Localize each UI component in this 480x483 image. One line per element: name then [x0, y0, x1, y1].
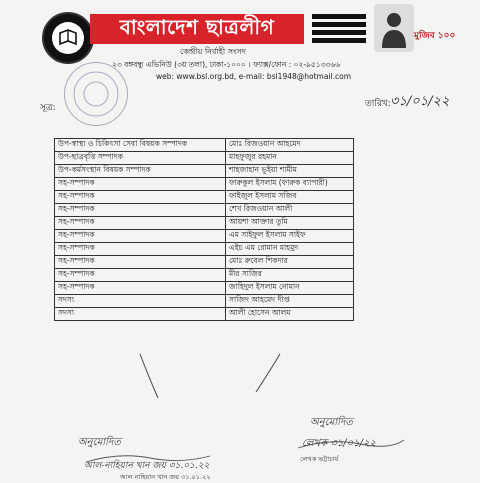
name-cell: শাহজাহান ভূইয়া শামীম — [226, 165, 354, 178]
book-icon — [57, 27, 79, 49]
left-approval-title: অনুমোদিত — [78, 437, 121, 448]
name-cell: এম সাইফুল ইসলাম সাইফ — [226, 230, 354, 243]
table-row — [55, 282, 354, 295]
name-cell: সাজিদ আহমেদ দীপ্ত — [226, 295, 354, 308]
post-cell: উপ-স্বাস্থ্য ও চিকিৎসা সেবা বিষয়ক সম্পাদক — [55, 139, 226, 152]
name-cell: মোঃ রিজওয়ান আহমেদ — [226, 139, 354, 152]
office-stamp — [64, 62, 128, 126]
table-row — [55, 139, 354, 152]
name-cell: ফারুকুল ইসলাম (ফারুক ব্যাপারী) — [226, 178, 354, 191]
post-cell: সহ-সম্পাদক — [55, 230, 226, 243]
left-printed-name: আল নাহিয়ান খান জয় ৩১.০১.২২ — [120, 473, 211, 481]
table-row — [55, 256, 354, 269]
reference-label: সূত্র: — [40, 103, 56, 113]
table-row — [55, 308, 354, 321]
date-value: ৩১/০১/২২ — [390, 94, 450, 109]
table-row — [55, 204, 354, 217]
table-row — [55, 295, 354, 308]
table-row — [55, 152, 354, 165]
organization-logo — [42, 12, 94, 64]
name-cell: জাহিদুল ইসলাম নোমান — [226, 282, 354, 295]
name-cell: শেখ রিজওয়ান আলী — [226, 204, 354, 217]
name-cell: এইচ এম রোমান মাহমুদ — [226, 243, 354, 256]
post-cell: সহ-সম্পাদক — [55, 204, 226, 217]
table-row — [55, 230, 354, 243]
mujib-100-badge: মুজিব ১০০ — [414, 31, 456, 41]
post-cell: সদস্য — [55, 295, 226, 308]
right-printed-name: লেখক ভট্টাচার্য — [300, 455, 339, 463]
committee-table — [54, 138, 354, 321]
table-row — [55, 178, 354, 191]
left-signature: আল-নাহিয়ান খান জয় ৩১.০১.২২ — [84, 461, 210, 471]
person-icon — [379, 8, 409, 48]
name-cell: ফাইজুল ইসলাম সজিব — [226, 191, 354, 204]
post-cell: সহ-সম্পাদক — [55, 269, 226, 282]
table-row — [55, 191, 354, 204]
post-cell: সদস্য — [55, 308, 226, 321]
post-cell: সহ-সম্পাদক — [55, 282, 226, 295]
date-label: তারিখ: — [365, 99, 391, 109]
table-row — [55, 217, 354, 230]
post-cell: সহ-সম্পাদক — [55, 243, 226, 256]
right-approval-title: অনুমোদিত — [310, 417, 353, 428]
name-cell: মোঃ রুবেল শিকদার — [226, 256, 354, 269]
post-cell: সহ-সম্পাদক — [55, 191, 226, 204]
name-cell: আয়শা আক্তার তুমি — [226, 217, 354, 230]
table-row — [55, 243, 354, 256]
post-cell: সহ-সম্পাদক — [55, 217, 226, 230]
decorative-stripes — [312, 14, 366, 44]
name-cell: আলী হোসেন আলম — [226, 308, 354, 321]
name-cell: মীর সাজির — [226, 269, 354, 282]
right-signature: লেখক ৩১/০১/২২ — [302, 438, 376, 449]
post-cell: সহ-সম্পাদক — [55, 178, 226, 191]
post-cell: উপ-ছাত্রবৃত্তি সম্পাদক — [55, 152, 226, 165]
signature-strokes — [0, 340, 480, 480]
address-line: ২৩ বঙ্গবন্ধু এভিনিউ (৩য় তলা), ঢাকা-১০০০ । ফ্যাক্স/ফোন : ০২-৯৫১৩৩৬৬ — [112, 60, 341, 69]
organization-subtitle: কেন্দ্রীয় নির্বাহী সংসদ — [180, 47, 246, 56]
post-cell: উপ-কর্মসংস্থান বিষয়ক সম্পাদক — [55, 165, 226, 178]
organization-title: বাংলাদেশ ছাত্রলীগ — [90, 14, 304, 44]
table-row — [55, 269, 354, 282]
portrait-image — [374, 4, 414, 52]
post-cell: সহ-সম্পাদক — [55, 256, 226, 269]
name-cell: মাহফুজুর রহমান — [226, 152, 354, 165]
web-line: web: www.bsl.org.bd, e-mail: bsl1948@hotmail.com — [156, 72, 352, 81]
table-row — [55, 165, 354, 178]
signature-area — [0, 340, 480, 480]
seal-icon — [71, 69, 121, 119]
